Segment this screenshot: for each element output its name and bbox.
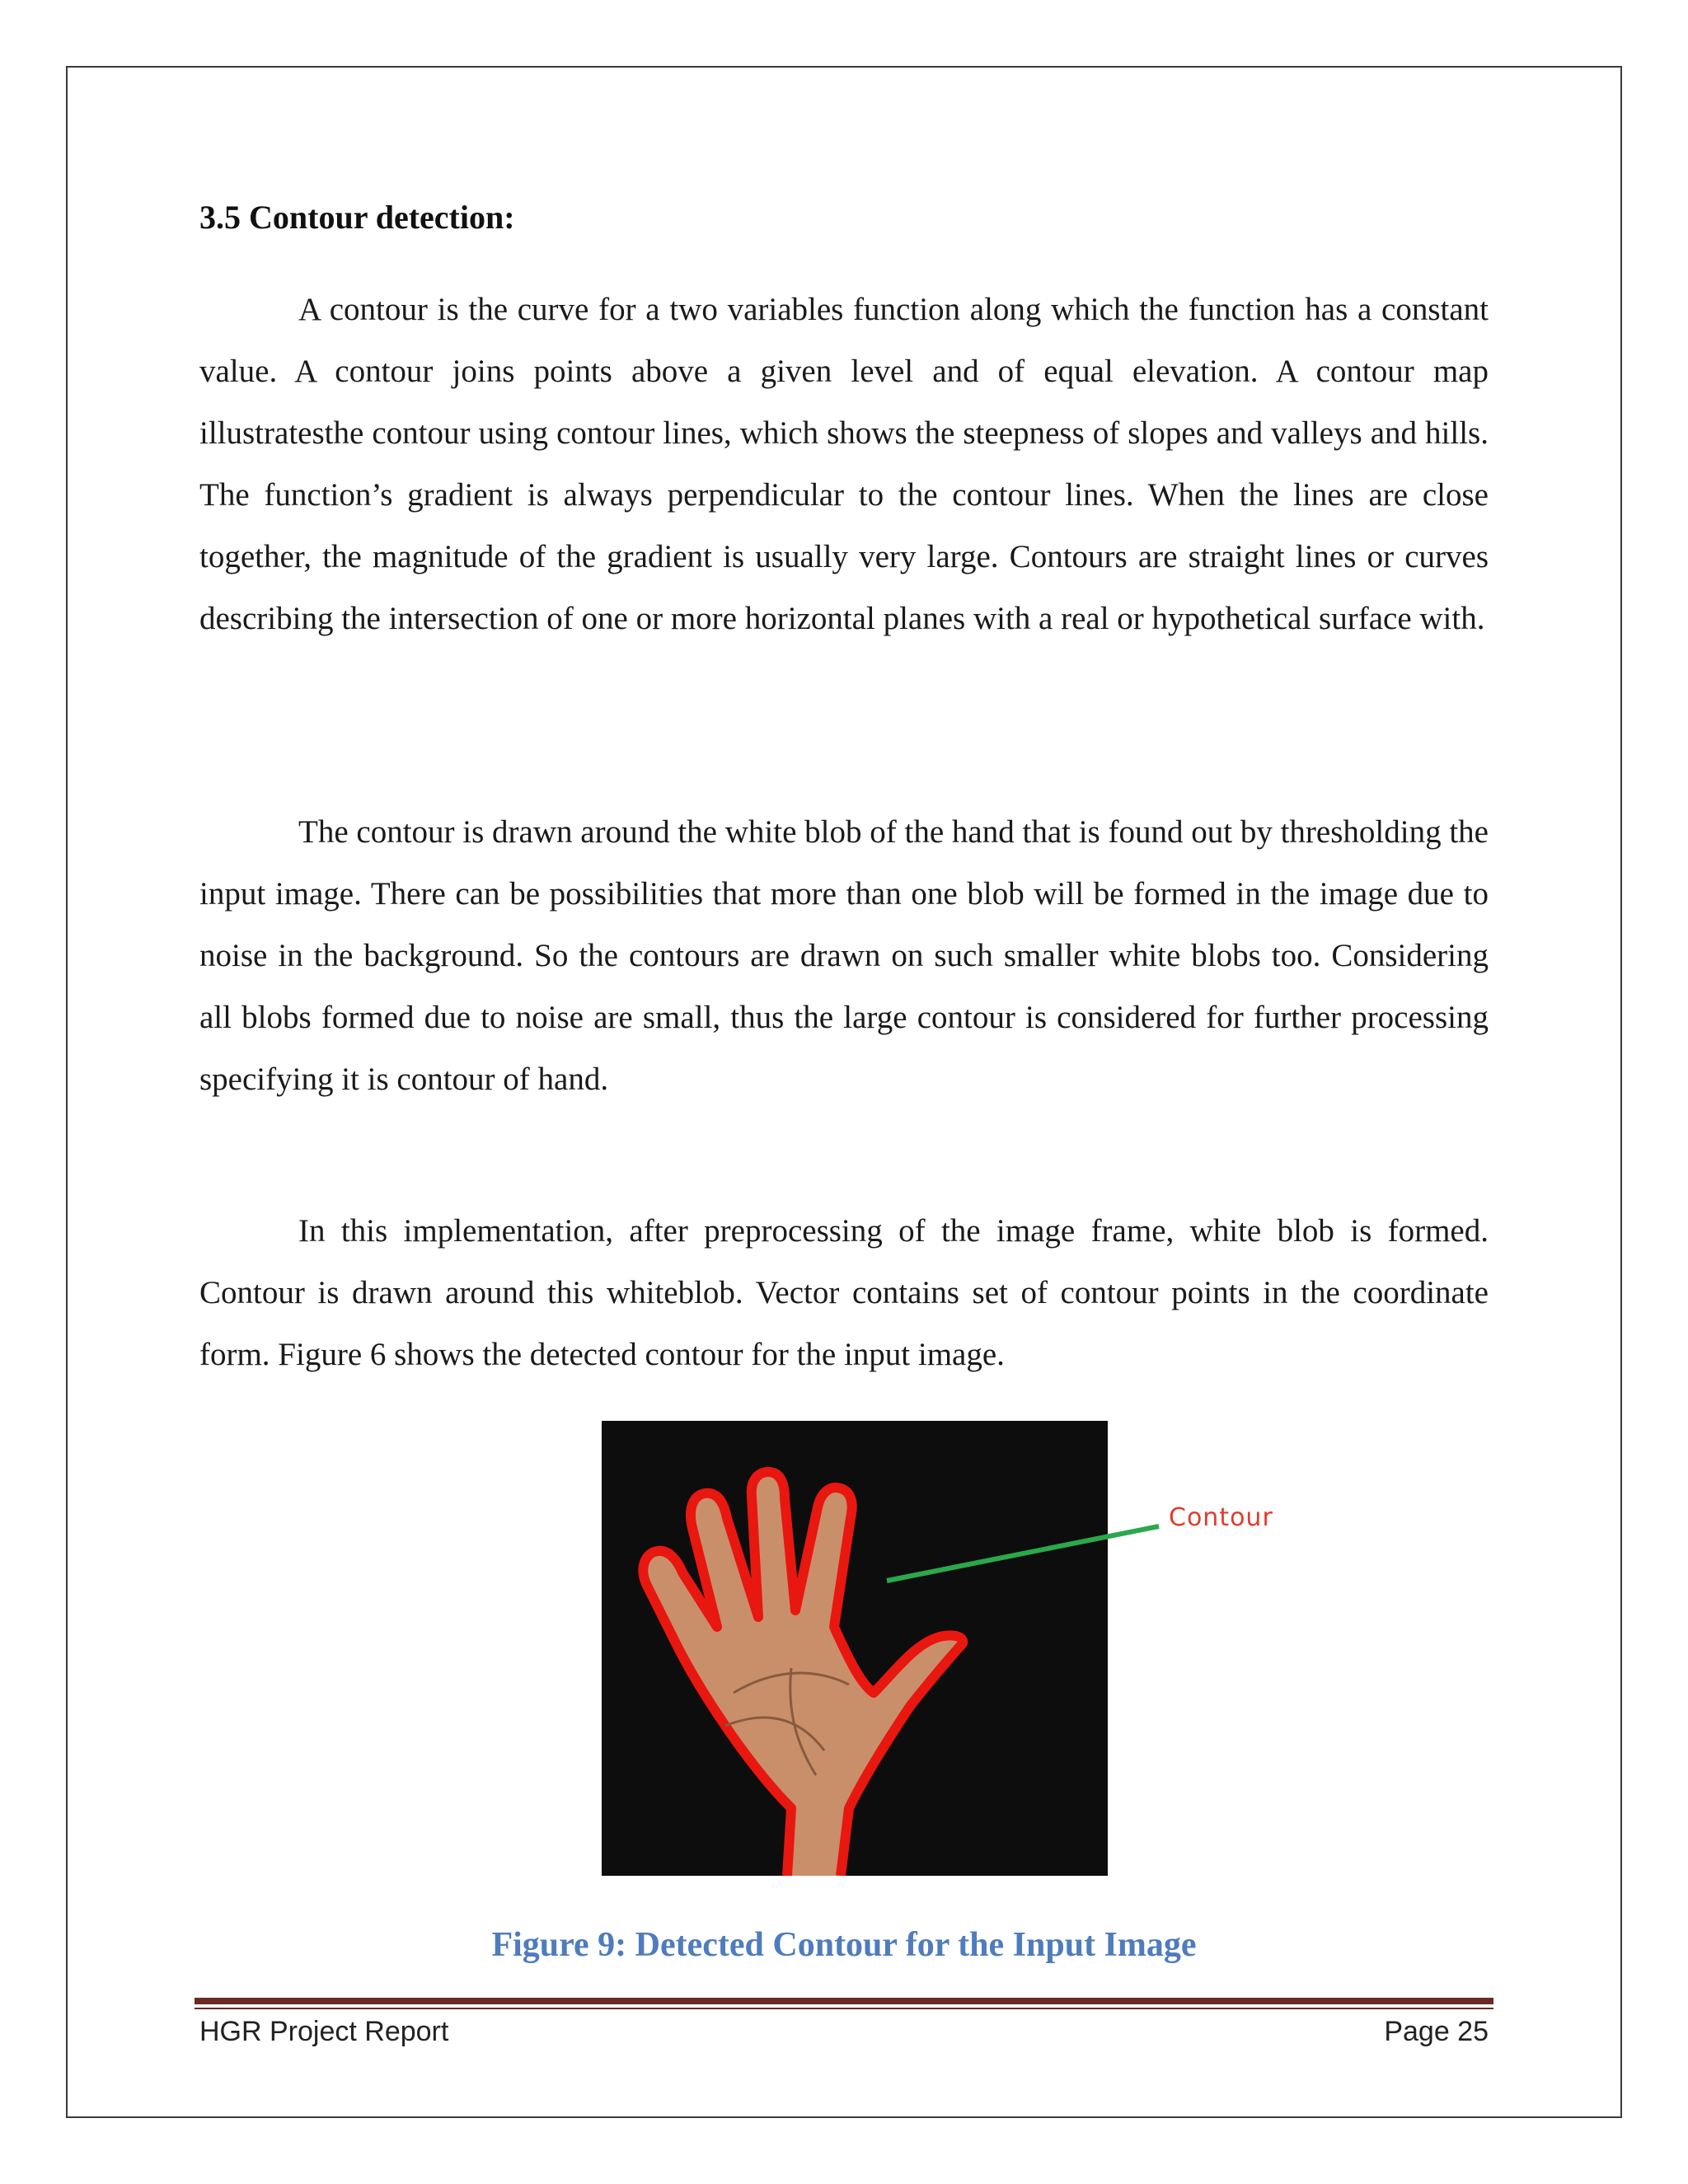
hand-contour-figure [602, 1421, 1108, 1876]
hand-contour-image [602, 1421, 1108, 1876]
footer-rule [195, 1998, 1493, 2004]
section-heading: 3.5 Contour detection: [199, 199, 515, 236]
footer-rule-thin [195, 2008, 1493, 2009]
footer-page-number: Page 25 [1384, 2016, 1489, 2047]
paragraph-3: In this implementation, after preprocessing of the image frame, white blob is formed. Contour is drawn around this whiteblob. Vector contains set of contour points in the coordinate form. Figure 6 shows the detected contour for the input image. [199, 1213, 1489, 1372]
figure-caption: Figure 9: Detected Contour for the Input Image [491, 1926, 1197, 1964]
callout-label: Contour [1169, 1503, 1273, 1532]
footer-report-title: HGR Project Report [199, 2016, 449, 2047]
paragraph-2: The contour is drawn around the white blob of the hand that is found out by thresholding the input image. There can be possibilities that more than one blob will be formed in the image due to noise in the background. So the contours are drawn on such smaller white blobs too. Considering all blobs formed due to noise are small, thus the large contour is considered for further processing specifying it is contour of hand. [199, 814, 1489, 1097]
paragraph-1: A contour is the curve for a two variables function along which the function has a constant value. A contour joins points above a given level and of equal elevation. A contour map illustratesthe contour using contour lines, which shows the steepness of slopes and valleys and hills. The function’s gradient is always perpendicular to the contour lines. When the lines are close together, the magnitude of the gradient is usually very large. Contours are straight lines or curves describing the intersection of one or more horizontal planes with a real or hypothetical surface with. [199, 292, 1489, 636]
